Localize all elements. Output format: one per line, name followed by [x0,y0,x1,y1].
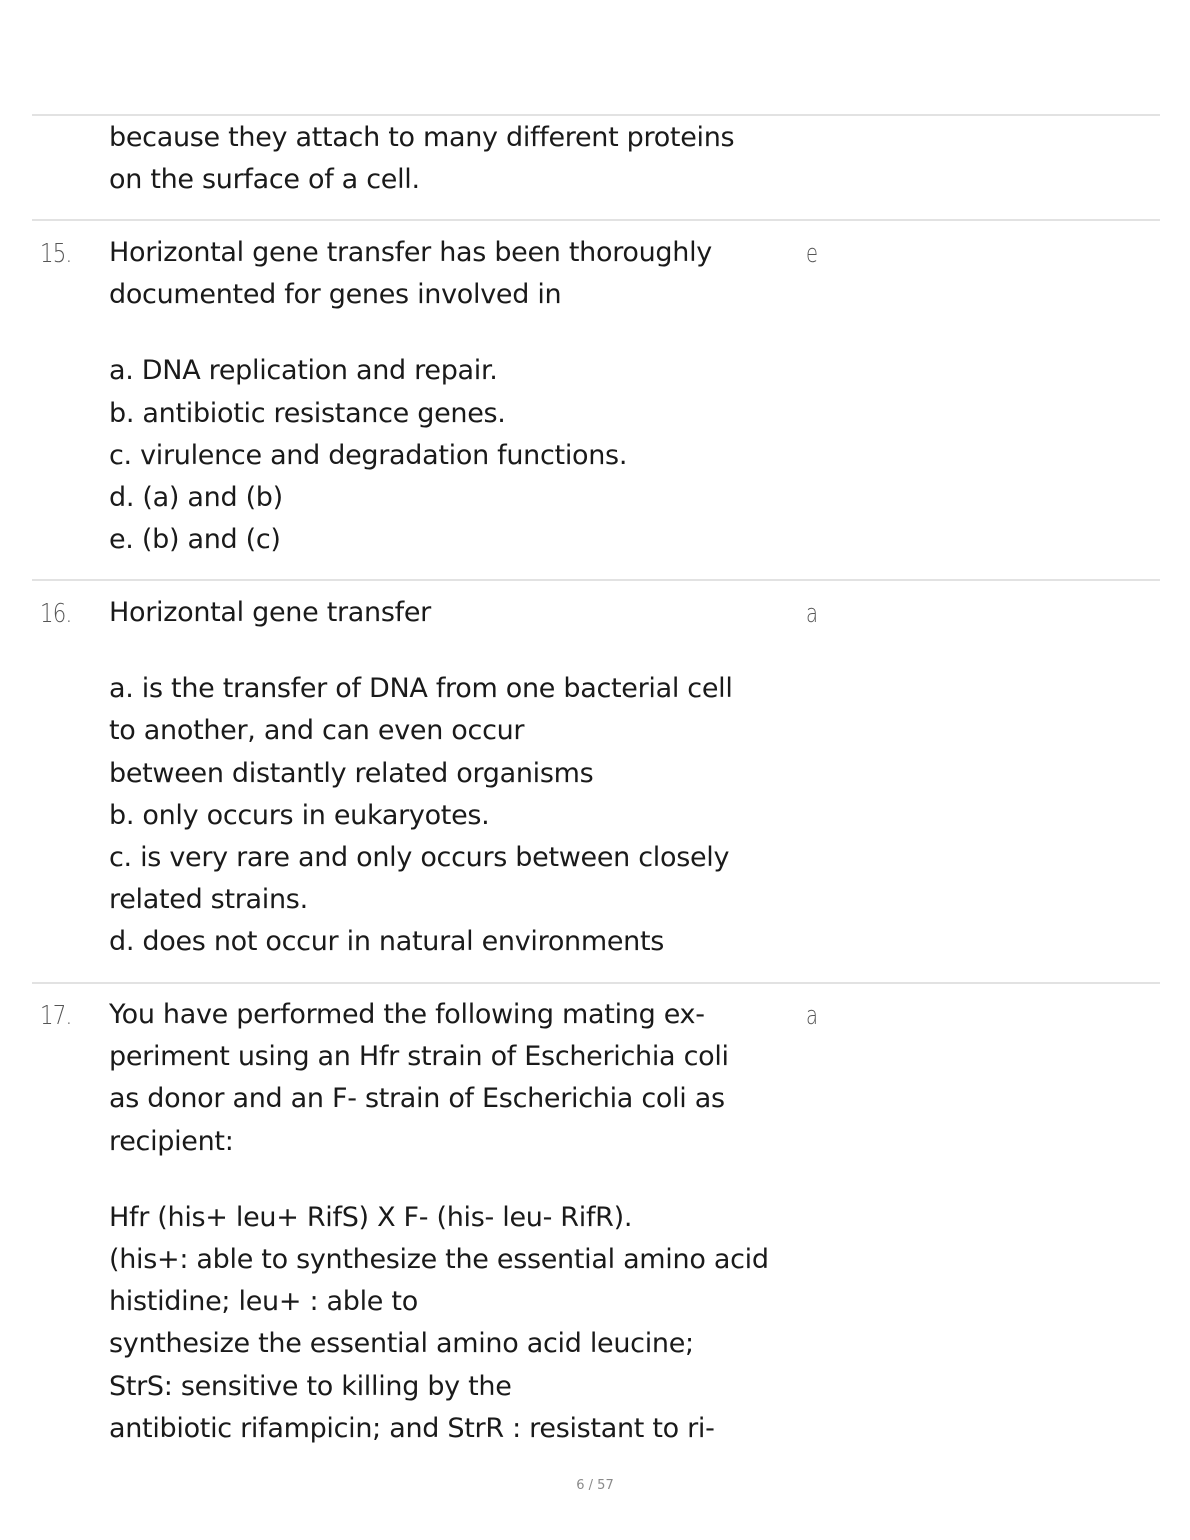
answer-key: a [806,599,818,629]
divider [32,219,1160,221]
text-line: on the surface of a cell. [109,164,420,196]
text-line: because they attach to many different proteins [109,122,735,153]
option-line: synthesize the essential amino acid leucine; [109,1328,694,1360]
question-text [109,592,809,964]
option-line: to another, and can even occur [109,715,525,747]
option-line: Hfr (his+ leu+ RifS) X F- (his- leu- RifR). [109,1201,633,1233]
page-indicator: 6 / 57 [576,1478,614,1493]
stem-line: periment using an Hfr strain of Escherichia coli [109,1041,729,1073]
answer-key: e [806,239,818,269]
option-line: related strains. [109,884,308,916]
option-line: c. is very rare and only occurs between closely [109,841,730,873]
question-number: 15. [40,239,72,269]
divider [32,114,1160,116]
option-line: b. only occurs in eukaryotes. [109,799,490,831]
stem-line: You have performed the following mating ex- [109,999,705,1030]
option-line: a. is the transfer of DNA from one bacterial cell [109,673,733,705]
stem-line: as donor and an F- strain of Escherichia coli as [109,1083,725,1115]
option-line: e. (b) and (c) [109,524,281,556]
option-line: d. does not occur in natural environments [109,926,665,958]
answer-key: a [806,1001,818,1031]
question-number: 17. [40,1001,72,1031]
divider [32,579,1160,581]
stem-line: documented for genes involved in [109,279,562,311]
option-line: histidine; leu+ : able to [109,1286,418,1318]
option-line: antibiotic rifampicin; and StrR : resistant to ri- [109,1412,715,1444]
stem-line: Horizontal gene transfer [109,597,431,628]
stem-line: recipient: [109,1125,234,1157]
question-text [109,994,809,1450]
option-line: c. virulence and degradation functions. [109,439,628,471]
option-line: between distantly related organisms [109,757,594,789]
option-line: (his+: able to synthesize the essential amino acid [109,1243,769,1275]
question-text [109,232,809,561]
stem-line: Horizontal gene transfer has been thoroughly [109,237,712,268]
option-line: a. DNA replication and repair. [109,355,498,387]
continuation-text [109,117,809,201]
option-line: StrS: sensitive to killing by the [109,1370,512,1402]
option-line: d. (a) and (b) [109,481,283,513]
divider [32,982,1160,984]
question-number: 16. [40,599,72,629]
option-line: b. antibiotic resistance genes. [109,397,506,429]
